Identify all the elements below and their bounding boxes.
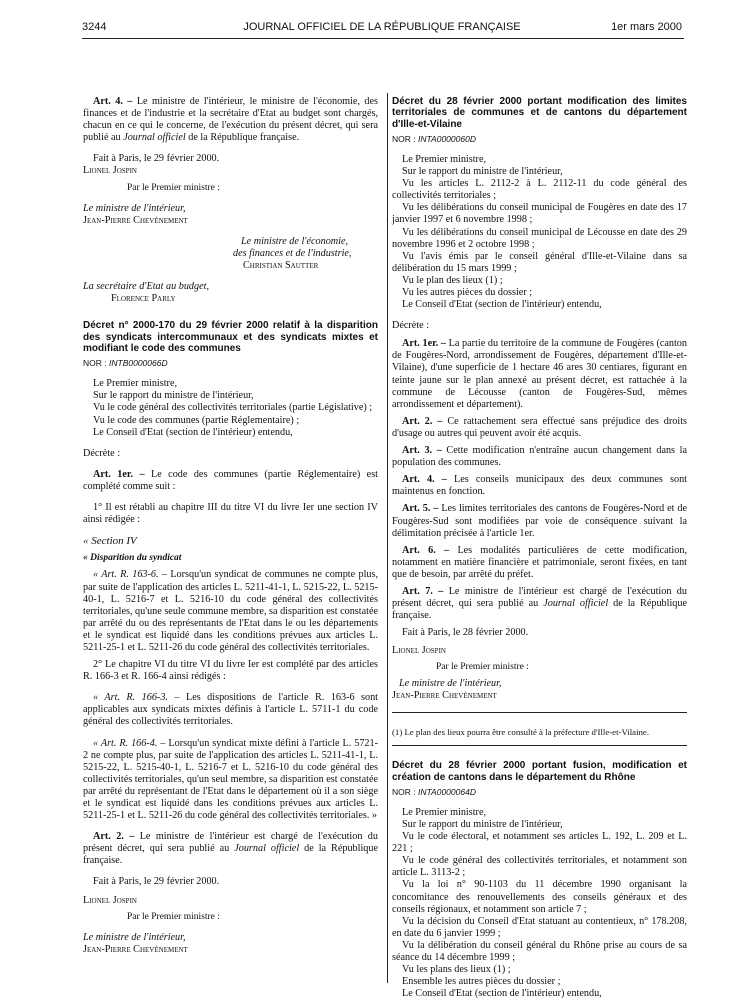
done-at: Fait à Paris, le 28 février 2000.	[402, 627, 529, 639]
article-7	[392, 586, 687, 622]
preamble: Vu les autres pièces du dossier ;	[402, 287, 533, 299]
minister-title: Le ministre de l'intérieur,	[83, 931, 186, 943]
article-text-end: de la République française.	[392, 598, 688, 622]
article-label: Art. 6. –	[402, 544, 450, 556]
journal-ref: Journal officiel	[543, 598, 609, 610]
article-4	[392, 474, 687, 498]
preamble: Le Premier ministre,	[93, 378, 178, 390]
article-label: « Art. R. 166-3. –	[93, 692, 180, 704]
preamble: Sur le rapport du ministre de l'intérieur,	[402, 819, 563, 831]
section-heading: « Section IV	[83, 535, 137, 548]
preamble: Le Conseil d'Etat (section de l'intérieur) entendu,	[402, 988, 602, 1000]
article-text: Le ministre de l'intérieur est chargé de l'exécution du présent décret, qui sera publié au	[392, 585, 687, 610]
minister-name: Florence Parly	[111, 293, 176, 305]
preamble: Le Conseil d'Etat (section de l'intérieur) entendu,	[93, 426, 293, 438]
preamble: Le Premier ministre,	[402, 153, 487, 165]
left-column	[83, 96, 378, 956]
page-header	[82, 21, 682, 37]
preamble: Vu les délibérations du conseil municipal de Fougères en date des 17 janvier 1997 et 6 novembre 1998 ;	[392, 202, 687, 226]
nor-reference	[83, 357, 378, 369]
by-prime-minister: Par le Premier ministre :	[127, 911, 220, 922]
article-text: Cette modification n'entraîne aucun changement dans la population des communes.	[392, 445, 687, 469]
nor-label: NOR :	[392, 786, 416, 797]
page-number: 3244	[82, 21, 107, 33]
preamble: Ensemble les autres pièces du dossier ;	[402, 976, 561, 988]
article-r166-4	[83, 738, 378, 823]
preamble: Vu le code des communes (partie Réglementaire) ;	[93, 414, 300, 426]
article-text: Les conseils municipaux des deux communes sont maintenus en fonction.	[392, 474, 687, 498]
minister-name: Jean-Pierre Chevènement	[83, 943, 188, 955]
signer-name: Lionel Jospin	[83, 894, 137, 906]
minister-name: Jean-Pierre Chevènement	[392, 689, 497, 701]
minister-title: Le ministre de l'intérieur,	[399, 677, 502, 689]
decrete-heading: Décrète :	[392, 320, 430, 332]
footnote-separator	[392, 712, 687, 713]
column-divider	[387, 93, 388, 983]
decrete-heading: Décrète :	[83, 447, 121, 459]
signer-name: Lionel Jospin	[83, 165, 137, 177]
article-label: « Art. R. 163-6. –	[93, 569, 167, 581]
preamble: Vu la loi n° 90-1103 du 11 décembre 1990 organisant la concomitance des renouvellements des conseils généraux et des conseils régionaux, et notamment son article 7 ;	[392, 879, 687, 915]
header-rule	[82, 38, 684, 39]
minister-title: Le ministre de l'intérieur,	[83, 202, 186, 214]
article-3	[392, 445, 687, 469]
preamble: Vu le code général des collectivités territoriales, et notamment son article L. 3113-2 ;	[392, 855, 687, 879]
section-subheading: « Disparition du syndicat	[83, 553, 182, 564]
preamble: Sur le rapport du ministre de l'intérieur,	[93, 390, 254, 402]
amendment-item: 1° Il est rétabli au chapitre III du titre VI du livre Ier une section IV ainsi rédigée :	[83, 502, 378, 526]
article-r166-3	[83, 692, 378, 728]
minister-name: Jean-Pierre Chevènement	[83, 214, 188, 226]
preamble: Vu le code électoral, et notamment ses articles L. 192, L. 209 et L. 221 ;	[392, 831, 687, 855]
article-label: Art. 7. –	[402, 585, 444, 597]
preamble: Vu les délibérations du conseil municipal de Lécousse en date des 29 novembre 1996 et 2 octobre 1998 ;	[392, 226, 687, 250]
article-2	[392, 416, 687, 440]
article-label: Art. 2. –	[93, 831, 135, 843]
article-label: Art. 4. –	[93, 96, 133, 107]
article-text: Lorsqu'un syndicat mixte défini à l'article L. 5721-2 ne compte plus, par suite de l'application des articles L. 5211-41-1, L. 5215-22, L. 5215-40-1, L. 5216-7 et L. 5216-10 du code général des collectivités territoriales, qu'un seul membre, sa disparition est constatée par arrêté du représentant de l'Etat dans le département où il a son siège et le syndicat est liquidé dans les conditions prévues aux articles L. 5211-25-1 et L. 5211-26 du code général des collectivités territoriales. »	[83, 737, 379, 822]
footnote: (1) Le plan des lieux pourra être consulté à la préfecture d'Ille-et-Vilaine.	[392, 726, 650, 737]
preamble: Vu les articles L. 2112-2 à L. 2112-11 du code général des collectivités territoriales ;	[392, 178, 687, 202]
article-r163-6	[83, 569, 378, 654]
nor-code: INTB0000066D	[109, 358, 168, 369]
preamble: Vu le code général des collectivités territoriales (partie Législative) ;	[93, 402, 373, 414]
article-label: Art. 2. –	[402, 415, 443, 427]
minister-title: Le ministre de l'économie,	[241, 235, 349, 247]
article-label: « Art. R. 166-4. –	[93, 737, 166, 749]
article-text: Ce rattachement sera effectué sans préjudice des droits d'usage ou autres qui peuvent avoir été acquis.	[392, 415, 687, 439]
journal-title: JOURNAL OFFICIEL DE LA RÉPUBLIQUE FRANÇAISE	[243, 21, 521, 33]
article-text-end: de la République française.	[188, 132, 300, 144]
article-text: Le code des communes (partie Réglementaire) est complété comme suit :	[83, 468, 378, 492]
article-text: La partie du territoire de la commune de Fougères (canton de Fougères-Nord, arrondissement de Fougères, département d'Ille-et-Vilaine), d'une superficie de 1 hectare 46 ares 30 centiares, figurant en teinte jaune sur le plan annexé au présent décret, est rattachée à la commune de Lécousse (canton de Fougères-Sud, mêmes arrondissement et département).	[392, 338, 687, 410]
nor-label: NOR :	[83, 358, 107, 369]
preamble: Vu l'avis émis par le conseil général d'Ille-et-Vilaine dans sa délibération du 15 mars 1999 ;	[392, 250, 687, 274]
article-text-end: de la République française.	[83, 843, 379, 867]
article-2	[83, 831, 378, 867]
article-1	[392, 338, 687, 411]
article-label: Art. 1er. –	[93, 468, 145, 480]
preamble: Vu le plan des lieux (1) ;	[402, 274, 503, 286]
by-prime-minister: Par le Premier ministre :	[127, 182, 220, 193]
article-text: Les dispositions de l'article R. 163-6 sont applicables aux syndicats mixtes définis à l'article L. 5711-1 du code général des collectivités territoriales.	[83, 692, 379, 728]
decree-title: Décret du 28 février 2000 portant fusion, modification et création de cantons dans le département du Rhône	[392, 760, 687, 783]
right-column	[392, 96, 687, 1000]
nor-code: INTA0000064D	[418, 786, 476, 797]
section-separator	[392, 745, 687, 746]
journal-ref: Journal officiel	[123, 132, 186, 144]
preamble: Le Premier ministre,	[402, 806, 487, 818]
article-text: Le ministre de l'intérieur, le ministre de l'économie, des finances et de l'industrie et la secrétaire d'Etat au budget sont chargés, chacun en ce qui le concerne, de l'exécution du présent décret, qui sera publié au	[83, 96, 379, 144]
done-at: Fait à Paris, le 29 février 2000.	[93, 153, 220, 165]
nor-reference	[392, 786, 687, 798]
article-label: Art. 3. –	[402, 445, 442, 457]
nor-label: NOR :	[392, 133, 416, 144]
article-text: Lorsqu'un syndicat de communes ne compte plus, par suite de l'application des articles L. 5211-41-1, L. 5215-22, L. 5215-40-1, L. 5216-7 et L. 5216-10 du code général des collectivités territoriales, qu'une seule commune membre, sa disparition est constatée par arrêté du ou des représentants de l'Etat dans le ou les départements et le syndicat est liquidé dans les conditions prévues aux articles L. 5211-25-1 et L. 5211-26 du code général des collectivités territoriales.	[83, 569, 379, 653]
signer-name: Lionel Jospin	[392, 645, 446, 657]
article-4	[83, 96, 378, 144]
article-text: Les modalités particulières de cette modification, notamment en matière financière et patrimoniale, seront fixées, en tant que de besoin, par arrêté du préfet.	[392, 544, 687, 580]
by-prime-minister: Par le Premier ministre :	[436, 662, 529, 673]
article-label: Art. 1er. –	[402, 338, 446, 350]
minister-name: Christian Sautter	[243, 260, 319, 272]
minister-title: des finances et de l'industrie,	[233, 247, 352, 259]
article-1	[83, 469, 378, 493]
preamble: Vu la délibération du conseil général du Rhône prise au cours de sa séance du 14 décembre 1999 ;	[392, 939, 687, 964]
issue-date: 1er mars 2000	[611, 21, 682, 33]
nor-reference	[392, 133, 687, 145]
article-6	[392, 545, 687, 581]
article-label: Art. 4. –	[402, 474, 447, 486]
article-text: Les limites territoriales des cantons de Fougères-Nord et de Fougères-Sud sont modifiées par voie de conséquence suivant la délimitation précisée à l'article 1er.	[392, 503, 687, 539]
decree-title: Décret n° 2000-170 du 29 février 2000 relatif à la disparition des syndicats intercommunaux et des syndicats mixtes et modifiant le code des communes	[83, 320, 378, 354]
preamble: Le Conseil d'Etat (section de l'intérieur) entendu,	[402, 299, 602, 311]
preamble: Vu les plans des lieux (1) ;	[402, 964, 511, 976]
decree-title: Décret du 28 février 2000 portant modification des limites territoriales de communes et de cantons du département d'Ille-et-Vilaine	[392, 96, 687, 130]
minister-title: La secrétaire d'Etat au budget,	[83, 281, 210, 293]
article-5	[392, 503, 687, 539]
article-text: Le ministre de l'intérieur est chargé de l'exécution du présent décret, qui sera publié au	[83, 831, 378, 855]
preamble: Sur le rapport du ministre de l'intérieur,	[402, 166, 563, 178]
nor-code: INTA0000060D	[418, 133, 476, 144]
amendment-item: 2° Le chapitre VI du titre VI du livre Ier est complété par des articles R. 166-3 et R. 166-4 ainsi rédigés :	[83, 659, 378, 683]
journal-ref: Journal officiel	[234, 843, 300, 855]
done-at: Fait à Paris, le 29 février 2000.	[93, 876, 220, 888]
preamble: Vu la décision du Conseil d'Etat statuant au contentieux, n° 178.208, en date du 6 janvier 1999 ;	[392, 915, 687, 939]
article-label: Art. 5. –	[402, 503, 439, 515]
